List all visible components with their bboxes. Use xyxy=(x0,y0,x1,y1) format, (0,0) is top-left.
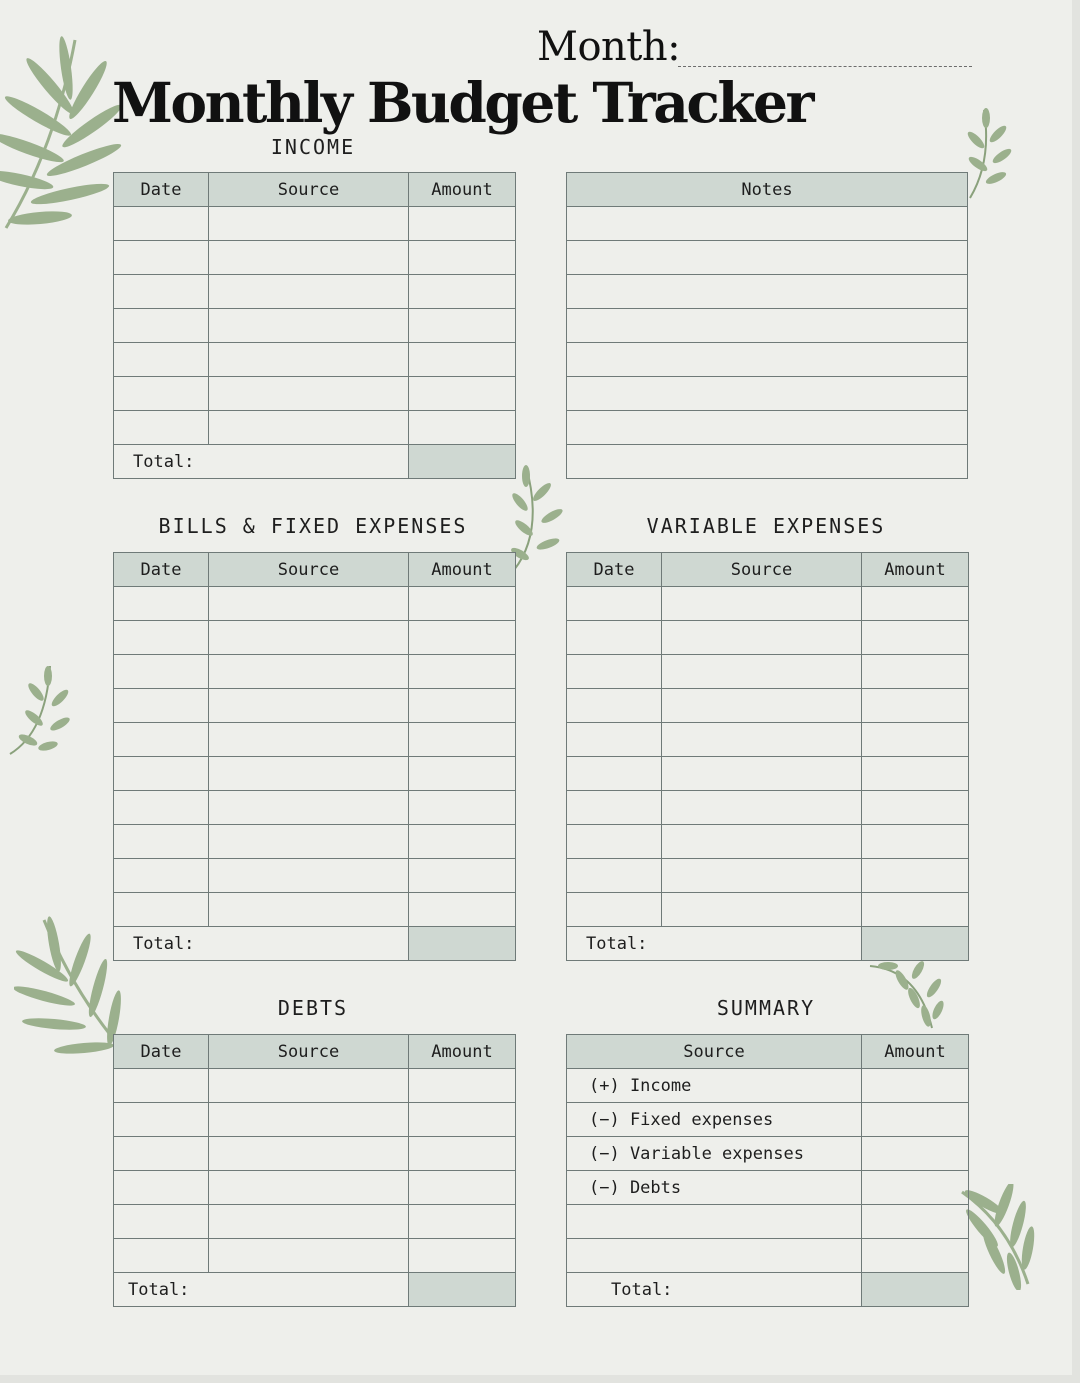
summary-variable-expenses-amount[interactable] xyxy=(862,1137,969,1171)
debts-date-cell[interactable] xyxy=(114,1069,209,1103)
debts-amount-header: Amount xyxy=(409,1035,516,1069)
palm-leaf-top-left-decoration xyxy=(0,28,130,233)
income-source-cell[interactable] xyxy=(209,207,409,241)
summary-blank-amount[interactable] xyxy=(862,1205,969,1239)
debts-source-cell[interactable] xyxy=(209,1103,409,1137)
income-total-row xyxy=(114,445,516,479)
debts-source-cell[interactable] xyxy=(209,1069,409,1103)
debts-source-cell[interactable] xyxy=(209,1239,409,1273)
income-table xyxy=(113,172,516,479)
income-date-cell[interactable] xyxy=(114,275,209,309)
income-amount-cell[interactable] xyxy=(409,241,516,275)
summary-blank-cell[interactable] xyxy=(567,1239,862,1273)
variable-date-cell[interactable] xyxy=(567,587,662,621)
summary-row xyxy=(567,1069,969,1103)
bills-date-cell[interactable] xyxy=(114,621,209,655)
variable-date-cell[interactable] xyxy=(567,825,662,859)
bills-date-cell[interactable] xyxy=(114,689,209,723)
notes-line[interactable] xyxy=(567,343,968,377)
variable-amount-cell[interactable] xyxy=(862,655,969,689)
debts-row xyxy=(114,1103,516,1137)
sprig-middle-decoration xyxy=(508,462,566,572)
bills-source-cell[interactable] xyxy=(209,621,409,655)
debts-date-cell[interactable] xyxy=(114,1239,209,1273)
variable-source-cell[interactable] xyxy=(662,621,862,655)
variable-amount-cell[interactable] xyxy=(862,587,969,621)
debts-row xyxy=(114,1205,516,1239)
summary-row xyxy=(567,1137,969,1171)
variable-date-cell[interactable] xyxy=(567,757,662,791)
bills-amount-cell[interactable] xyxy=(409,893,516,927)
income-source-header: Source xyxy=(209,173,409,207)
variable-row xyxy=(567,655,969,689)
income-source-cell[interactable] xyxy=(209,275,409,309)
variable-total-row xyxy=(567,927,969,961)
summary-variable-expenses-label: (−) Variable expenses xyxy=(567,1137,862,1171)
bills-row xyxy=(114,723,516,757)
bills-date-cell[interactable] xyxy=(114,791,209,825)
variable-total-label: Total: xyxy=(567,927,862,961)
bills-total-row xyxy=(114,927,516,961)
bills-source-cell[interactable] xyxy=(209,825,409,859)
debts-source-cell[interactable] xyxy=(209,1137,409,1171)
income-source-cell[interactable] xyxy=(209,411,409,445)
variable-row xyxy=(567,587,969,621)
page-title: Monthly Budget Tracker xyxy=(112,70,812,135)
income-amount-cell[interactable] xyxy=(409,377,516,411)
summary-fixed-expenses-amount[interactable] xyxy=(862,1103,969,1137)
debts-heading: DEBTS xyxy=(277,996,349,1020)
notes-row xyxy=(567,241,968,275)
variable-date-header: Date xyxy=(567,553,662,587)
income-date-cell[interactable] xyxy=(114,309,209,343)
variable-source-cell[interactable] xyxy=(662,825,862,859)
bills-amount-header: Amount xyxy=(409,553,516,587)
debts-source-cell[interactable] xyxy=(209,1205,409,1239)
notes-line[interactable] xyxy=(567,377,968,411)
variable-row xyxy=(567,621,969,655)
debts-date-cell[interactable] xyxy=(114,1171,209,1205)
summary-income-amount[interactable] xyxy=(862,1069,969,1103)
income-heading: INCOME xyxy=(270,135,356,159)
income-source-cell[interactable] xyxy=(209,309,409,343)
income-source-cell[interactable] xyxy=(209,343,409,377)
debts-total-label: Total: xyxy=(114,1273,409,1307)
variable-table xyxy=(566,552,969,961)
summary-fixed-expenses-label: (−) Fixed expenses xyxy=(567,1103,862,1137)
notes-row xyxy=(567,377,968,411)
notes-line[interactable] xyxy=(567,241,968,275)
variable-row xyxy=(567,859,969,893)
variable-source-cell[interactable] xyxy=(662,587,862,621)
debts-amount-cell[interactable] xyxy=(409,1069,516,1103)
debts-source-cell[interactable] xyxy=(209,1171,409,1205)
variable-row xyxy=(567,689,969,723)
bills-heading: BILLS & FIXED EXPENSES xyxy=(158,514,468,538)
notes-line[interactable] xyxy=(567,309,968,343)
notes-line[interactable] xyxy=(567,275,968,309)
variable-amount-cell[interactable] xyxy=(862,893,969,927)
debts-amount-cell[interactable] xyxy=(409,1171,516,1205)
income-source-cell[interactable] xyxy=(209,377,409,411)
bills-date-cell[interactable] xyxy=(114,655,209,689)
income-row xyxy=(114,241,516,275)
income-date-cell[interactable] xyxy=(114,377,209,411)
income-row xyxy=(114,411,516,445)
summary-heading: SUMMARY xyxy=(716,996,816,1020)
income-row xyxy=(114,207,516,241)
summary-debts-label: (−) Debts xyxy=(567,1171,862,1205)
debts-row xyxy=(114,1171,516,1205)
summary-source-header: Source xyxy=(567,1035,862,1069)
income-amount-cell[interactable] xyxy=(409,275,516,309)
bills-date-cell[interactable] xyxy=(114,757,209,791)
bills-row xyxy=(114,757,516,791)
notes-line[interactable] xyxy=(567,445,968,479)
variable-source-cell[interactable] xyxy=(662,859,862,893)
income-date-header: Date xyxy=(114,173,209,207)
variable-source-cell[interactable] xyxy=(662,689,862,723)
notes-row xyxy=(567,445,968,479)
bills-amount-cell[interactable] xyxy=(409,621,516,655)
variable-date-cell[interactable] xyxy=(567,723,662,757)
bills-total-value[interactable] xyxy=(409,927,516,961)
income-date-cell[interactable] xyxy=(114,207,209,241)
variable-amount-cell[interactable] xyxy=(862,689,969,723)
income-amount-cell[interactable] xyxy=(409,411,516,445)
bills-source-cell[interactable] xyxy=(209,723,409,757)
bills-date-cell[interactable] xyxy=(114,723,209,757)
bills-source-cell[interactable] xyxy=(209,893,409,927)
notes-row xyxy=(567,207,968,241)
bills-amount-cell[interactable] xyxy=(409,723,516,757)
palm-leaf-bottom-right-decoration xyxy=(958,1184,1044,1290)
variable-row xyxy=(567,723,969,757)
bills-source-header: Source xyxy=(209,553,409,587)
income-date-cell[interactable] xyxy=(114,411,209,445)
variable-source-header: Source xyxy=(662,553,862,587)
debts-date-header: Date xyxy=(114,1035,209,1069)
debts-total-row xyxy=(114,1273,516,1307)
bills-row xyxy=(114,859,516,893)
summary-blank-cell[interactable] xyxy=(567,1205,862,1239)
variable-source-cell[interactable] xyxy=(662,655,862,689)
variable-amount-cell[interactable] xyxy=(862,859,969,893)
debts-amount-cell[interactable] xyxy=(409,1137,516,1171)
variable-row xyxy=(567,825,969,859)
variable-amount-cell[interactable] xyxy=(862,825,969,859)
bills-source-cell[interactable] xyxy=(209,587,409,621)
summary-row xyxy=(567,1103,969,1137)
debts-source-header: Source xyxy=(209,1035,409,1069)
variable-date-cell[interactable] xyxy=(567,859,662,893)
summary-blank-amount[interactable] xyxy=(862,1239,969,1273)
bills-source-cell[interactable] xyxy=(209,689,409,723)
variable-source-cell[interactable] xyxy=(662,791,862,825)
notes-row xyxy=(567,309,968,343)
bills-amount-cell[interactable] xyxy=(409,689,516,723)
summary-table xyxy=(566,1034,969,1307)
bills-amount-cell[interactable] xyxy=(409,757,516,791)
bills-source-cell[interactable] xyxy=(209,655,409,689)
summary-income-label: (+) Income xyxy=(567,1069,862,1103)
debts-table xyxy=(113,1034,516,1307)
debts-total-value[interactable] xyxy=(409,1273,516,1307)
income-total-value[interactable] xyxy=(409,445,516,479)
debts-row xyxy=(114,1137,516,1171)
income-source-cell[interactable] xyxy=(209,241,409,275)
bills-source-cell[interactable] xyxy=(209,859,409,893)
debts-date-cell[interactable] xyxy=(114,1205,209,1239)
bills-date-cell[interactable] xyxy=(114,893,209,927)
debts-row xyxy=(114,1069,516,1103)
summary-row xyxy=(567,1239,969,1273)
bills-date-cell[interactable] xyxy=(114,825,209,859)
variable-amount-cell[interactable] xyxy=(862,791,969,825)
sprig-bottom-right-decoration xyxy=(868,960,946,1032)
variable-date-cell[interactable] xyxy=(567,621,662,655)
bills-amount-cell[interactable] xyxy=(409,655,516,689)
income-row xyxy=(114,343,516,377)
debts-amount-cell[interactable] xyxy=(409,1205,516,1239)
bills-table xyxy=(113,552,516,961)
variable-amount-header: Amount xyxy=(862,553,969,587)
variable-amount-cell[interactable] xyxy=(862,723,969,757)
bills-row xyxy=(114,587,516,621)
income-total-label: Total: xyxy=(114,445,409,479)
bills-row xyxy=(114,893,516,927)
income-row xyxy=(114,275,516,309)
notes-row xyxy=(567,343,968,377)
sprig-left-decoration xyxy=(6,662,72,760)
summary-debts-amount[interactable] xyxy=(862,1171,969,1205)
income-amount-cell[interactable] xyxy=(409,343,516,377)
bills-date-cell[interactable] xyxy=(114,587,209,621)
notes-header: Notes xyxy=(567,173,968,207)
notes-line[interactable] xyxy=(567,207,968,241)
income-date-cell[interactable] xyxy=(114,241,209,275)
summary-total-value[interactable] xyxy=(862,1273,969,1307)
debts-amount-cell[interactable] xyxy=(409,1239,516,1273)
debts-amount-cell[interactable] xyxy=(409,1103,516,1137)
variable-amount-cell[interactable] xyxy=(862,757,969,791)
variable-amount-cell[interactable] xyxy=(862,621,969,655)
bills-row xyxy=(114,621,516,655)
variable-heading: VARIABLE EXPENSES xyxy=(646,514,886,538)
notes-row xyxy=(567,275,968,309)
variable-row xyxy=(567,893,969,927)
bills-date-header: Date xyxy=(114,553,209,587)
debts-date-cell[interactable] xyxy=(114,1103,209,1137)
notes-row xyxy=(567,411,968,445)
month-input-line[interactable] xyxy=(678,66,972,67)
variable-total-value[interactable] xyxy=(862,927,969,961)
month-label: Month: xyxy=(537,24,681,70)
bills-date-cell[interactable] xyxy=(114,859,209,893)
variable-row xyxy=(567,757,969,791)
bills-row xyxy=(114,825,516,859)
variable-date-cell[interactable] xyxy=(567,655,662,689)
income-amount-cell[interactable] xyxy=(409,309,516,343)
bills-amount-cell[interactable] xyxy=(409,587,516,621)
bills-source-cell[interactable] xyxy=(209,757,409,791)
variable-source-cell[interactable] xyxy=(662,723,862,757)
bills-total-label: Total: xyxy=(114,927,409,961)
notes-table xyxy=(566,172,968,479)
bills-amount-cell[interactable] xyxy=(409,825,516,859)
bills-row xyxy=(114,689,516,723)
summary-total-label: Total: xyxy=(567,1273,862,1307)
summary-amount-header: Amount xyxy=(862,1035,969,1069)
debts-date-cell[interactable] xyxy=(114,1137,209,1171)
variable-source-cell[interactable] xyxy=(662,893,862,927)
sprig-top-right-decoration xyxy=(962,106,1014,201)
income-row xyxy=(114,309,516,343)
debts-row xyxy=(114,1239,516,1273)
income-date-cell[interactable] xyxy=(114,343,209,377)
income-amount-cell[interactable] xyxy=(409,207,516,241)
variable-date-cell[interactable] xyxy=(567,689,662,723)
income-row xyxy=(114,377,516,411)
variable-row xyxy=(567,791,969,825)
notes-line[interactable] xyxy=(567,411,968,445)
variable-source-cell[interactable] xyxy=(662,757,862,791)
summary-row xyxy=(567,1205,969,1239)
bills-row xyxy=(114,655,516,689)
variable-date-cell[interactable] xyxy=(567,791,662,825)
summary-total-row xyxy=(567,1273,969,1307)
bills-amount-cell[interactable] xyxy=(409,859,516,893)
summary-row xyxy=(567,1171,969,1205)
bills-amount-cell[interactable] xyxy=(409,791,516,825)
bills-source-cell[interactable] xyxy=(209,791,409,825)
bills-row xyxy=(114,791,516,825)
variable-date-cell[interactable] xyxy=(567,893,662,927)
income-amount-header: Amount xyxy=(409,173,516,207)
